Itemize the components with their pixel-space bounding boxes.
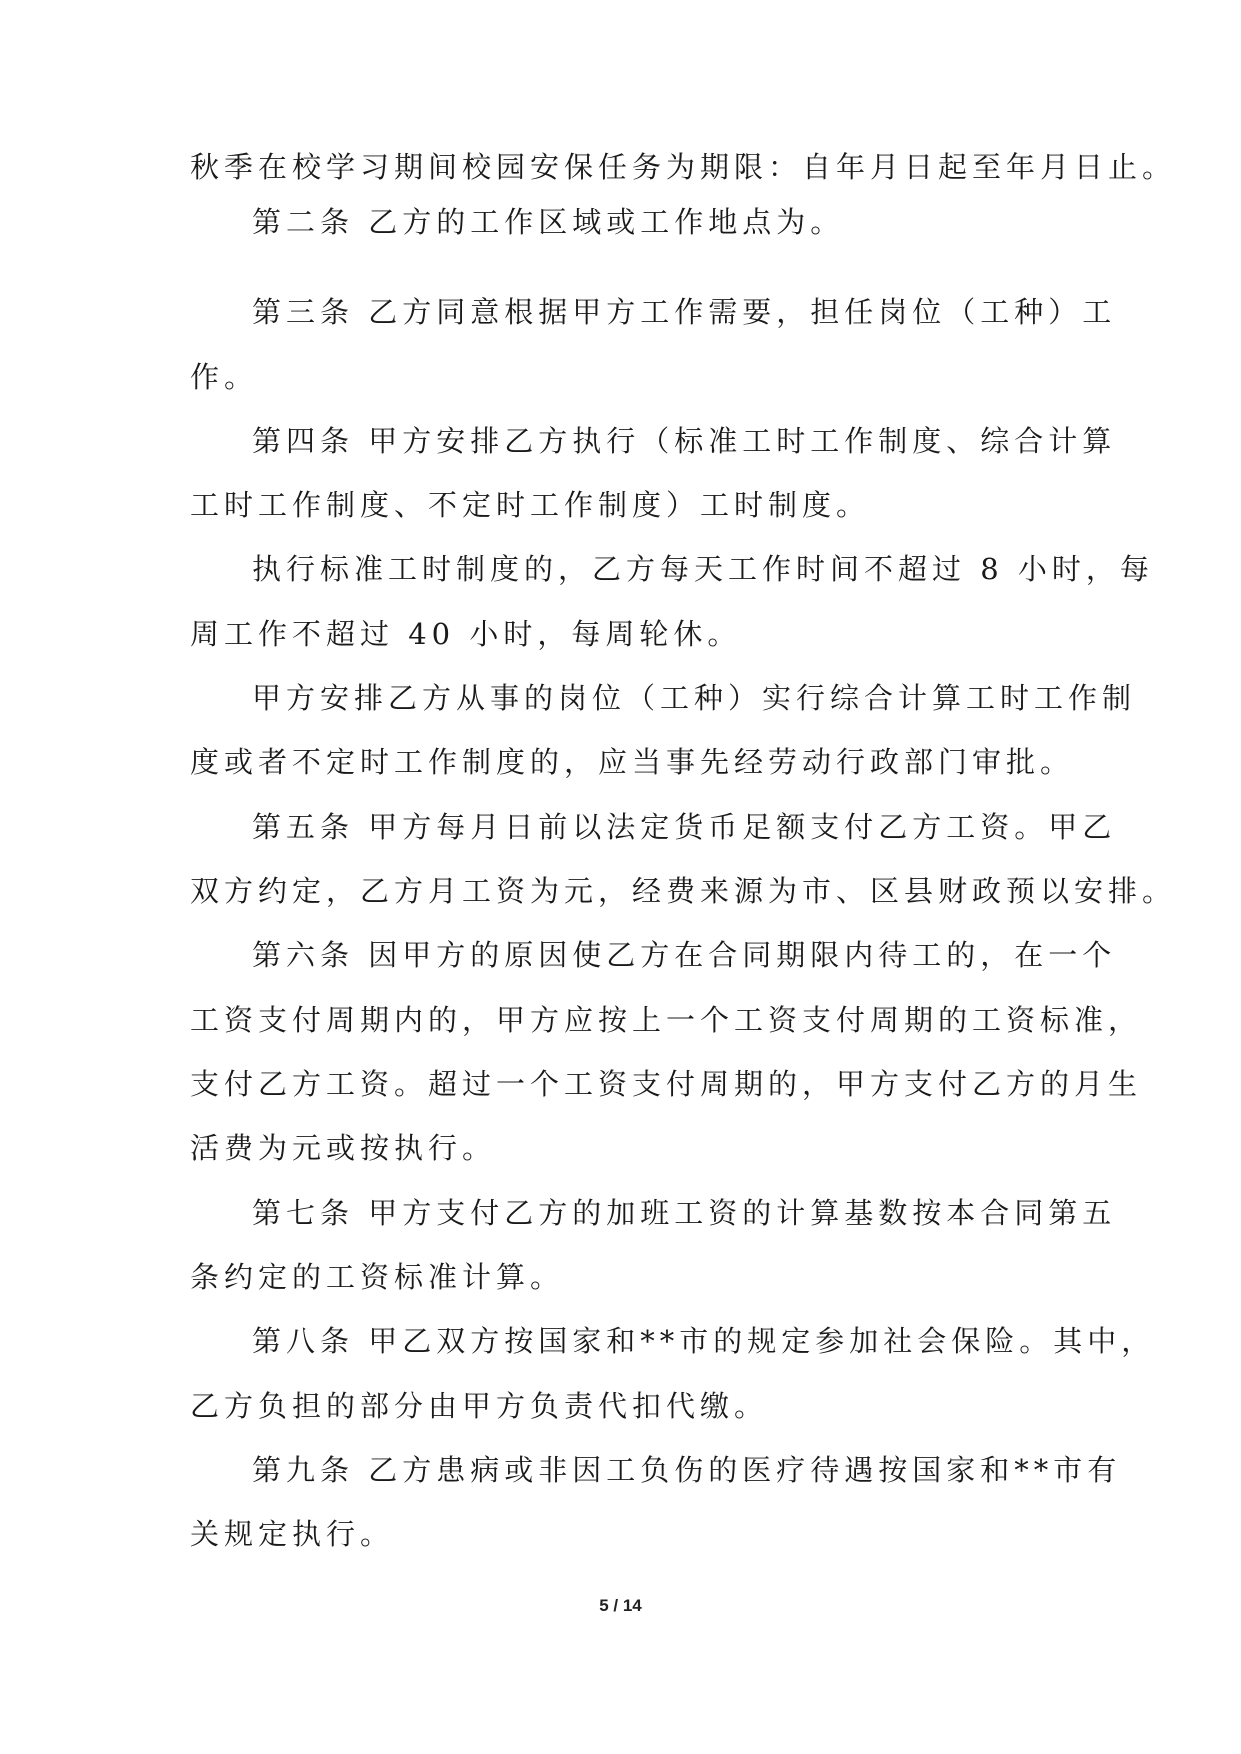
text-line: 甲方安排乙方从事的岗位（工种）实行综合计算工时工作制 xyxy=(252,681,1137,715)
text-line: 第三条 乙方同意根据甲方工作需要，担任岗位（工种）工 xyxy=(252,295,1117,329)
text-line: 双方约定，乙方月工资为元，经费来源为市、区县财政预以安排。 xyxy=(190,874,1177,908)
text-line: 关规定执行。 xyxy=(190,1517,395,1551)
text-line: 第七条 甲方支付乙方的加班工资的计算基数按本合同第五 xyxy=(252,1196,1117,1230)
text-line: 第八条 甲乙双方按国家和**市的规定参加社会保险。其中， xyxy=(252,1324,1156,1358)
text-line: 工资支付周期内的，甲方应按上一个工资支付周期的工资标准， xyxy=(190,1003,1143,1037)
text-line: 支付乙方工资。超过一个工资支付周期的，甲方支付乙方的月生 xyxy=(190,1067,1143,1101)
page-number: 5 / 14 xyxy=(599,1596,642,1615)
text-line: 第六条 因甲方的原因使乙方在合同期限内待工的，在一个 xyxy=(252,938,1117,972)
text-line: 工时工作制度、不定时工作制度）工时制度。 xyxy=(190,488,871,522)
text-line: 第九条 乙方患病或非因工负伤的医疗待遇按国家和**市有 xyxy=(252,1453,1122,1487)
text-line: 第四条 甲方安排乙方执行（标准工时工作制度、综合计算 xyxy=(252,424,1117,458)
text-line: 周工作不超过 40 小时，每周轮休。 xyxy=(190,617,742,651)
text-line: 第五条 甲方每月日前以法定货币足额支付乙方工资。甲乙 xyxy=(252,810,1117,844)
text-line: 活费为元或按执行。 xyxy=(190,1131,497,1165)
text-line: 乙方负担的部分由甲方负责代扣代缴。 xyxy=(190,1389,769,1423)
text-line: 第二条 乙方的工作区域或工作地点为。 xyxy=(252,205,845,239)
text-line: 条约定的工资标准计算。 xyxy=(190,1260,565,1294)
text-line: 秋季在校学习期间校园安保任务为期限：自年月日起至年月日止。 xyxy=(190,150,1177,184)
text-line: 度或者不定时工作制度的，应当事先经劳动行政部门审批。 xyxy=(190,745,1075,779)
text-line: 执行标准工时制度的，乙方每天工作时间不超过 8 小时，每 xyxy=(252,552,1154,586)
text-line: 作。 xyxy=(190,360,259,394)
